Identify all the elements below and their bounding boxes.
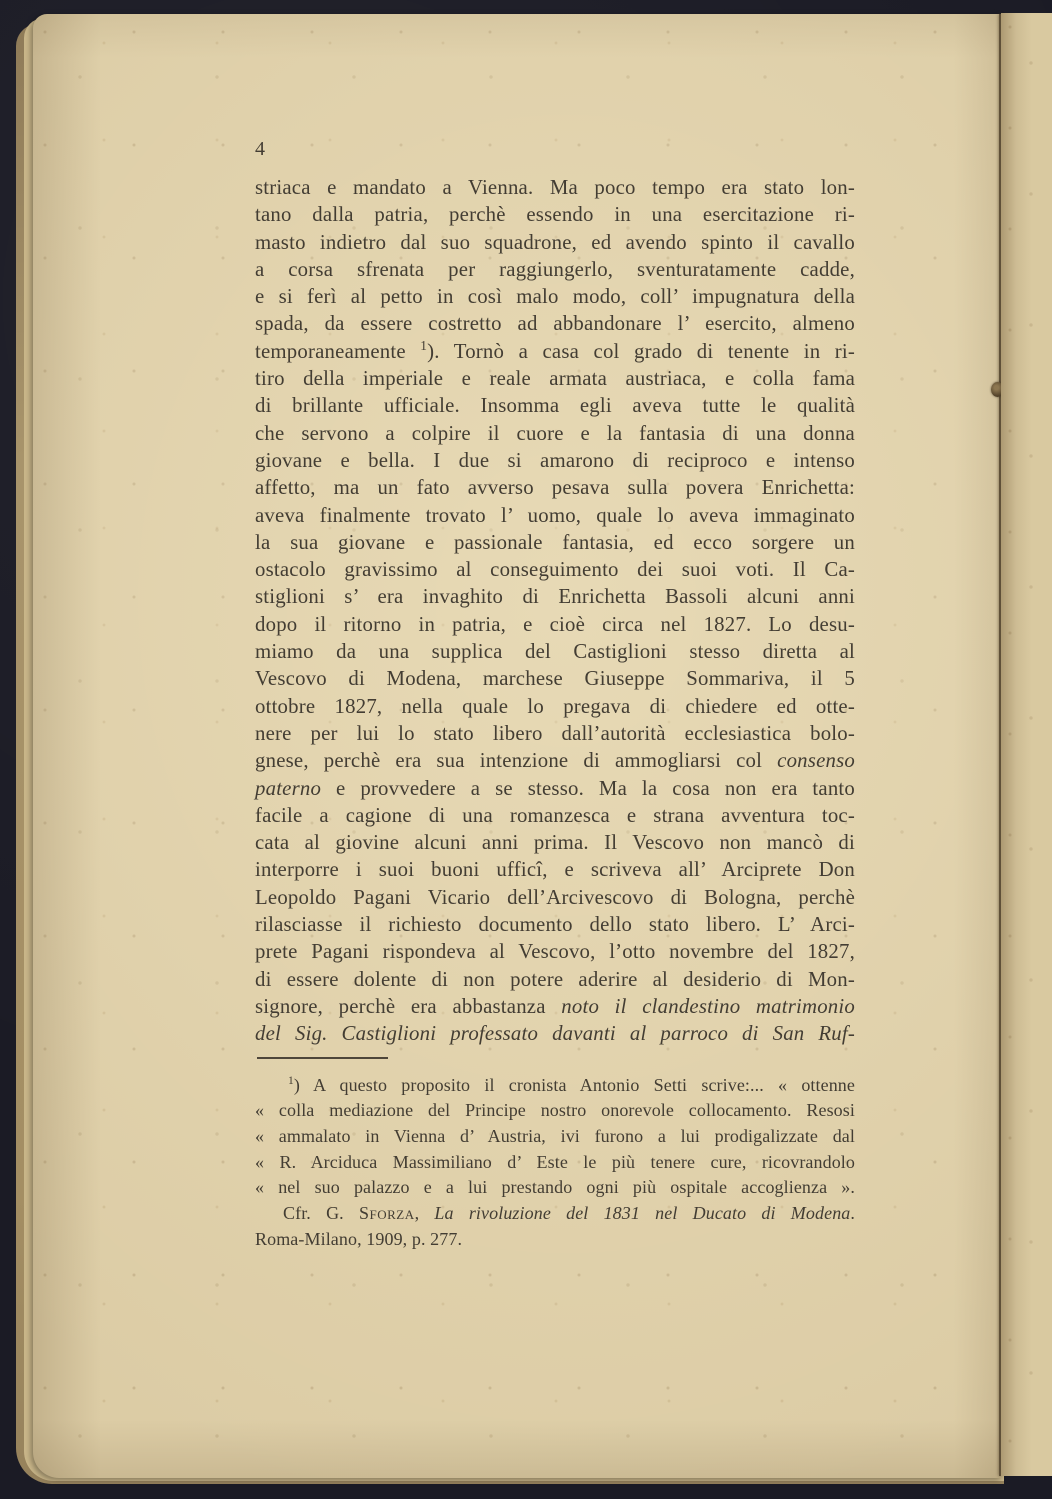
text-segment: « colla mediazione del Principe nostro onorevole collocamento. Resosi	[255, 1100, 855, 1121]
text-line	[255, 556, 855, 583]
text-line	[255, 474, 855, 501]
footnote-reference-mark: 1	[420, 337, 428, 353]
text-segment: ostacolo gravissimo al conseguimento dei suoi voti. Il Ca-	[255, 558, 855, 582]
book-page	[33, 14, 1002, 1478]
text-line	[255, 283, 855, 310]
text-segment: tiro della imperiale e reale armata austriaca, e colla fama	[255, 367, 855, 391]
text-segment: .	[850, 1203, 855, 1224]
text-segment: paterno	[255, 776, 322, 800]
text-segment: rilasciasse il richiesto documento dello stato libero. L’ Arci-	[255, 913, 855, 937]
text-segment: cata al giovine alcuni anni prima. Il Vescovo non mancò di	[255, 831, 855, 855]
text-line	[255, 338, 855, 365]
footnote-text	[255, 1073, 855, 1253]
text-line	[255, 365, 855, 392]
text-segment: striaca e mandato a Vienna. Ma poco tempo era stato lon-	[255, 176, 855, 199]
text-segment: di essere dolente di non potere aderire al desiderio di Mon-	[255, 967, 855, 991]
text-segment: signore, perchè era abbastanza	[255, 994, 562, 1018]
text-segment: la sua giovane e passionale fantasia, ed ecco sorgere un	[255, 530, 855, 554]
text-line	[255, 201, 855, 228]
text-segment: giovane e bella. I due si amarono di reciproco e intenso	[255, 448, 855, 472]
text-segment: consenso	[777, 749, 855, 773]
text-line	[255, 911, 855, 938]
text-line	[255, 1227, 855, 1253]
text-segment: nere per lui lo stato libero dall’autorità ecclesiastica bolo-	[255, 721, 855, 745]
text-line	[255, 665, 855, 692]
text-segment: ) A questo proposito il cronista Antonio Setti scrive:... « ottenne	[293, 1074, 855, 1095]
text-segment: gnese, perchè era sua intenzione di ammogliarsi col	[255, 749, 778, 773]
text-segment: masto indietro dal suo squadrone, ed avendo spinto il cavallo	[255, 230, 855, 254]
text-segment: Cfr. G.	[283, 1203, 359, 1224]
text-segment: di brillante ufficiale. Insomma egli aveva tutte le qualità	[255, 394, 855, 418]
text-segment: Leopoldo Pagani Vicario dell’Arcivescovo di Bologna, perchè	[255, 885, 855, 909]
text-segment: Sforza	[358, 1203, 415, 1224]
text-line	[255, 256, 855, 283]
text-line	[255, 993, 855, 1020]
text-segment: La rivoluzione del 1831 nel Ducato di Modena	[434, 1203, 851, 1224]
text-segment: miamo da una supplica del Castiglioni stesso diretta al	[255, 640, 855, 664]
text-line	[255, 829, 855, 856]
text-segment: « R. Arciduca Massimiliano d’ Este le più tenere cure, ricovrandolo	[255, 1151, 855, 1172]
text-line	[255, 1124, 855, 1150]
text-segment: del Sig. Castiglioni professato davanti al parroco di San Ruf-	[255, 1022, 855, 1046]
text-line	[255, 174, 855, 201]
text-line	[255, 1175, 855, 1201]
text-segment: stiglioni s’ era invaghito di Enrichetta Bassoli alcuni anni	[255, 585, 855, 609]
text-line	[255, 938, 855, 965]
text-line	[255, 529, 855, 556]
text-line	[255, 583, 855, 610]
text-line	[255, 1098, 855, 1124]
text-segment: e provvedere a se stesso. Ma la cosa non era tanto	[321, 776, 855, 800]
text-line	[255, 1201, 855, 1227]
text-line	[255, 747, 855, 774]
text-segment: noto il clandestino matrimonio	[561, 994, 855, 1018]
page-text-block	[255, 138, 855, 1252]
text-line	[255, 693, 855, 720]
text-line	[255, 502, 855, 529]
footnote-reference-mark: 1	[288, 1074, 294, 1087]
body-text	[255, 174, 855, 1048]
text-line	[255, 720, 855, 747]
text-line	[255, 802, 855, 829]
text-segment: a corsa sfrenata per raggiungerlo, sventuratamente cadde,	[255, 257, 855, 281]
page-number: 4	[255, 138, 266, 160]
text-segment: ,	[414, 1203, 435, 1224]
text-line	[255, 1073, 855, 1099]
text-line	[255, 884, 855, 911]
text-segment: temporaneamente	[255, 339, 421, 363]
text-segment: ). Tornò a casa col grado di tenente in ri-	[427, 339, 855, 363]
text-segment: ottobre 1827, nella quale lo pregava di chiedere ed otte-	[255, 694, 855, 718]
text-segment: « nel suo palazzo e a lui prestando ogni più ospitale accoglienza ».	[255, 1177, 855, 1198]
text-segment: Vescovo di Modena, marchese Giuseppe Sommariva, il 5	[255, 667, 855, 691]
text-line	[255, 420, 855, 447]
text-segment: e si ferì al petto in così malo modo, coll’ impugnatura della	[255, 285, 855, 309]
text-line	[255, 310, 855, 337]
text-line	[255, 1020, 855, 1047]
text-segment: dopo il ritorno in patria, e cioè circa nel 1827. Lo desu-	[255, 612, 855, 636]
text-line	[255, 856, 855, 883]
text-segment: « ammalato in Vienna d’ Austria, ivi furono a lui prodigalizzate dal	[255, 1125, 855, 1146]
footnote-rule	[257, 1057, 388, 1059]
text-segment: spada, da essere costretto ad abbandonare l’ esercito, almeno	[255, 312, 855, 336]
text-segment: facile a cagione di una romanzesca e strana avventura toc-	[255, 803, 855, 827]
adjacent-page-edge	[1001, 13, 1052, 1476]
text-segment: aveva finalmente trovato l’ uomo, quale lo aveva immaginato	[255, 503, 855, 527]
text-segment: affetto, ma un fato avverso pesava sulla povera Enrichetta:	[255, 476, 855, 500]
text-segment: prete Pagani rispondeva al Vescovo, l’otto novembre del 1827,	[255, 940, 855, 964]
text-line	[255, 392, 855, 419]
text-line	[255, 775, 855, 802]
text-line	[255, 1150, 855, 1176]
text-segment: tano dalla patria, perchè essendo in una esercitazione ri-	[255, 203, 855, 227]
text-segment: interporre i suoi buoni ufficî, e scriveva all’ Arciprete Don	[255, 858, 855, 882]
text-line	[255, 447, 855, 474]
text-line	[255, 611, 855, 638]
text-line	[255, 966, 855, 993]
text-segment: Roma-Milano, 1909, p. 277.	[255, 1228, 463, 1249]
text-line	[255, 638, 855, 665]
text-line	[255, 229, 855, 256]
text-segment: che servono a colpire il cuore e la fantasia di una donna	[255, 421, 855, 445]
